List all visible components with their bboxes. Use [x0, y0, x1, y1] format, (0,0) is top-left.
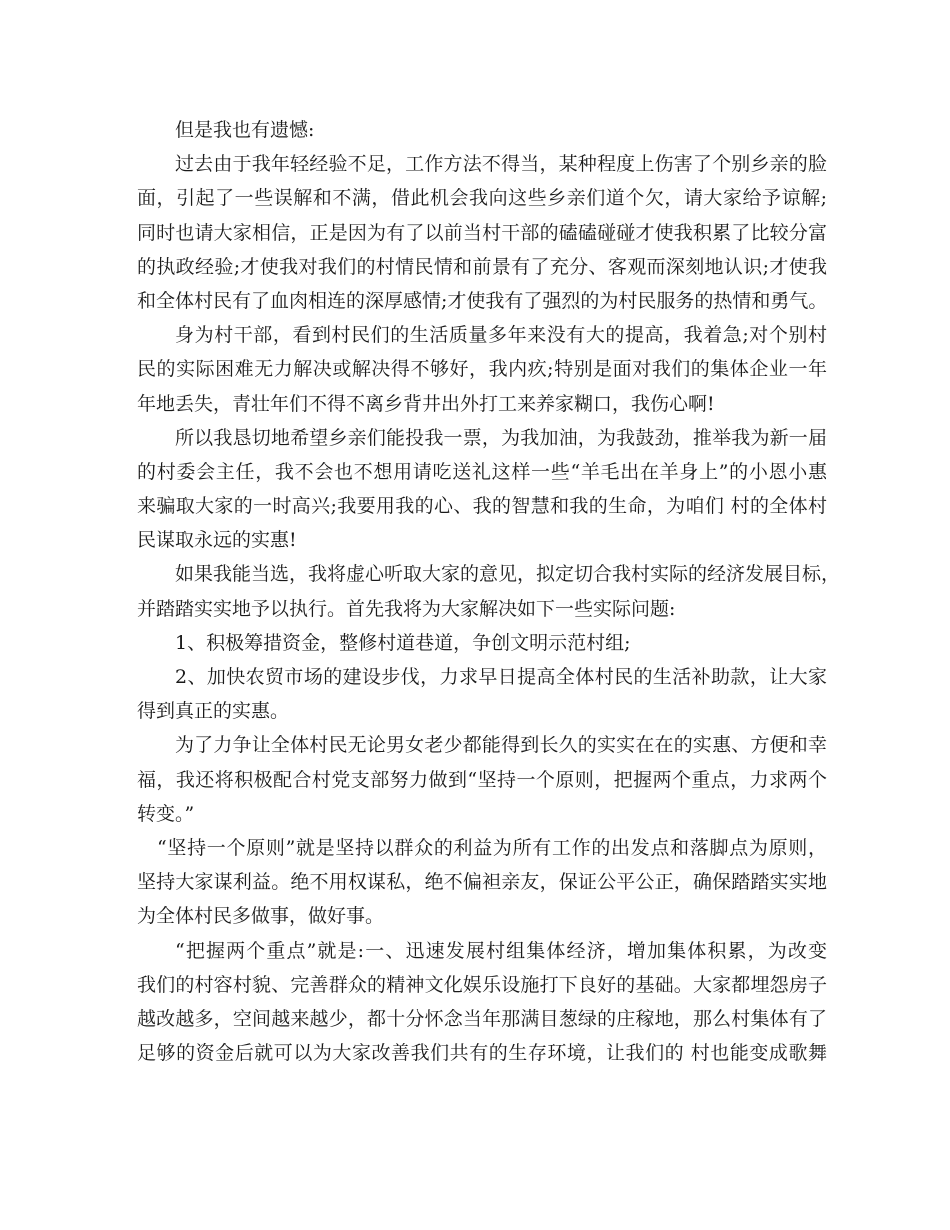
text-line: “把握两个重点”就是:一、迅速发展村组集体经济，增加集体积累，为改变: [175, 939, 827, 962]
text-line: 民谋取永远的实惠!: [137, 529, 297, 552]
text-line: 来骗取大家的一时高兴;我要用我的心、我的智慧和我的生命，为咱们 村的全体村: [137, 495, 827, 518]
text-line: 为全体村民多做事，做好事。: [137, 905, 385, 928]
text-line: 1、积极筹措资金，整修村道巷道，争创文明示范村组;: [175, 631, 631, 654]
text-line: 同时也请大家相信，正是因为有了以前当村干部的磕磕碰碰才使我积累了比较分富: [137, 221, 827, 244]
text-line: 得到真正的实惠。: [137, 700, 290, 723]
document-body: [137, 113, 841, 1070]
text-line: 的执政经验;才使我对我们的村情民情和前景有了充分、客观而深刻地认识;才使我: [137, 255, 827, 278]
text-line: 所以我恳切地希望乡亲们能投我一票，为我加油，为我鼓劲，推举我为新一届: [175, 426, 827, 449]
text-line: 过去由于我年轻经验不足，工作方法不得当，某种程度上伤害了个别乡亲的脸: [175, 153, 827, 176]
text-line: 但是我也有遗憾:: [175, 119, 315, 141]
text-line: 民的实际困难无力解决或解决得不够好，我内疚;特别是面对我们的集体企业一年: [137, 358, 827, 381]
text-line: 越改越多，空间越来越少，都十分怀念当年那满目葱绿的庄稼地，那么村集体有了: [137, 1007, 827, 1030]
text-line: 面，引起了一些误解和不满，借此机会我向这些乡亲们道个欠，请大家给予谅解;: [137, 187, 827, 210]
text-line: 年地丢失，青壮年们不得不离乡背井出外打工来养家糊口，我伤心啊!: [137, 392, 715, 415]
text-line: 足够的资金后就可以为大家改善我们共有的生存环境，让我们的 村也能变成歌舞: [137, 1042, 827, 1065]
text-line: 转变。”: [137, 802, 195, 825]
text-line: 和全体村民有了血肉相连的深厚感情;才使我有了强烈的为村民服务的热情和勇气。: [137, 289, 828, 312]
text-line: 为了力争让全体村民无论男女老少都能得到长久的实实在在的实惠、方便和幸: [175, 734, 827, 757]
text-line: 福，我还将积极配合村党支部努力做到“坚持一个原则，把握两个重点，力求两个: [137, 768, 827, 791]
text-line: 的村委会主任，我不会也不想用请吃送礼这样一些“羊毛出在羊身上”的小恩小惠: [137, 460, 827, 483]
text-line: 坚持大家谋利益。绝不用权谋私，绝不偏袒亲友，保证公平公正，确保踏踏实实地: [137, 871, 827, 894]
text-line: 2、加快农贸市场的建设步伐，力求早日提高全体村民的生活补助款，让大家: [175, 666, 827, 688]
text-line: 我们的村容村貌、完善群众的精神文化娱乐设施打下良好的基础。大家都埋怨房子: [137, 973, 827, 996]
text-line: 并踏踏实实地予以执行。首先我将为大家解决如下一些实际问题:: [137, 597, 676, 620]
text-line: 如果我能当选，我将虚心听取大家的意见，拟定切合我村实际的经济发展目标，: [175, 563, 841, 586]
text-line: 身为村干部，看到村民们的生活质量多年来没有大的提高，我着急;对个别村: [175, 324, 827, 347]
text-line: “坚持一个原则”就是坚持以群众的利益为所有工作的出发点和落脚点为原则，: [157, 836, 827, 859]
